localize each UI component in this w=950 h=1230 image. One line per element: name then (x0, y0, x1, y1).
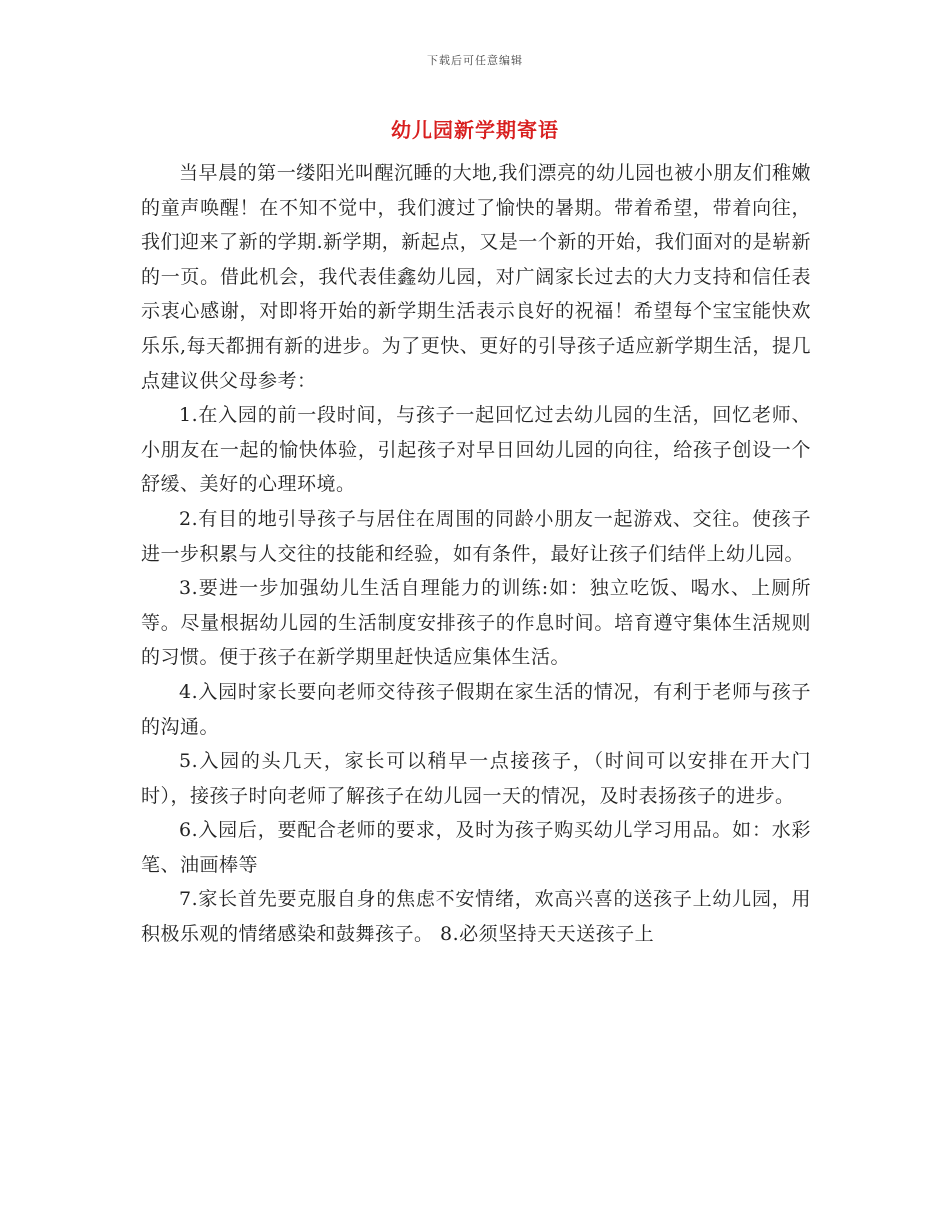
paragraph-item-7: 7.家长首先要克服自身的焦虑不安情绪，欢高兴喜的送孩子上幼儿园，用积极乐观的情绪感染和鼓舞孩子。 8.必须坚持天天送孩子上 (141, 888, 811, 946)
paragraph-item-6: 6.入园后，要配合老师的要求，及时为孩子购买幼儿学习用品。如：水彩笔、油画棒等 (141, 819, 811, 876)
paragraph-item-2: 2.有目的地引导孩子与居住在周围的同龄小朋友一起游戏、交往。使孩子进一步积累与人交往的技能和经验，如有条件，最好让孩子们结伴上幼儿园。 (141, 507, 811, 565)
document-title: 幼儿园新学期寄语 (391, 118, 559, 142)
paragraph-intro: 当早晨的第一缕阳光叫醒沉睡的大地,我们漂亮的幼儿园也被小朋友们稚嫩的童声唤醒！在不知不觉中，我们渡过了愉快的暑期。带着希望，带着向往，我们迎来了新的学期.新学期，新起点，又是一个新的开始，我们面对的是崭新的一页。借此机会，我代表佳鑫幼儿园，对广阔家长过去的大力支持和信任表示衷心感谢，对即将开始的新学期生活表示良好的祝福！希望每个宝宝能快欢乐乐,每天都拥有新的进步。为了更快、更好的引导孩子适应新学期生活，提几点建议供父母参考： (141, 162, 811, 392)
document-body (141, 156, 811, 952)
paragraph-item-5: 5.入园的头几天，家长可以稍早一点接孩子，（时间可以安排在开大门时），接孩子时向老师了解孩子在幼儿园一天的情况，及时表扬孩子的进步。 (141, 750, 811, 807)
paragraph-item-3: 3.要进一步加强幼儿生活自理能力的训练:如：独立吃饭、喝水、上厕所等。尽量根据幼儿园的生活制度安排孩子的作息时间。培育遵守集体生活规则的习惯。便于孩子在新学期里赶快适应集体生活。 (141, 577, 811, 669)
paragraph-item-1: 1.在入园的前一段时间，与孩子一起回忆过去幼儿园的生活，回忆老师、小朋友在一起的愉快体验，引起孩子对早日回幼儿园的向往，给孩子创设一个舒缓、美好的心理环境。 (141, 404, 811, 496)
paragraph-item-4: 4.入园时家长要向老师交待孩子假期在家生活的情况，有利于老师与孩子的沟通。 (141, 680, 811, 738)
header-note: 下载后可任意编辑 (427, 54, 523, 67)
